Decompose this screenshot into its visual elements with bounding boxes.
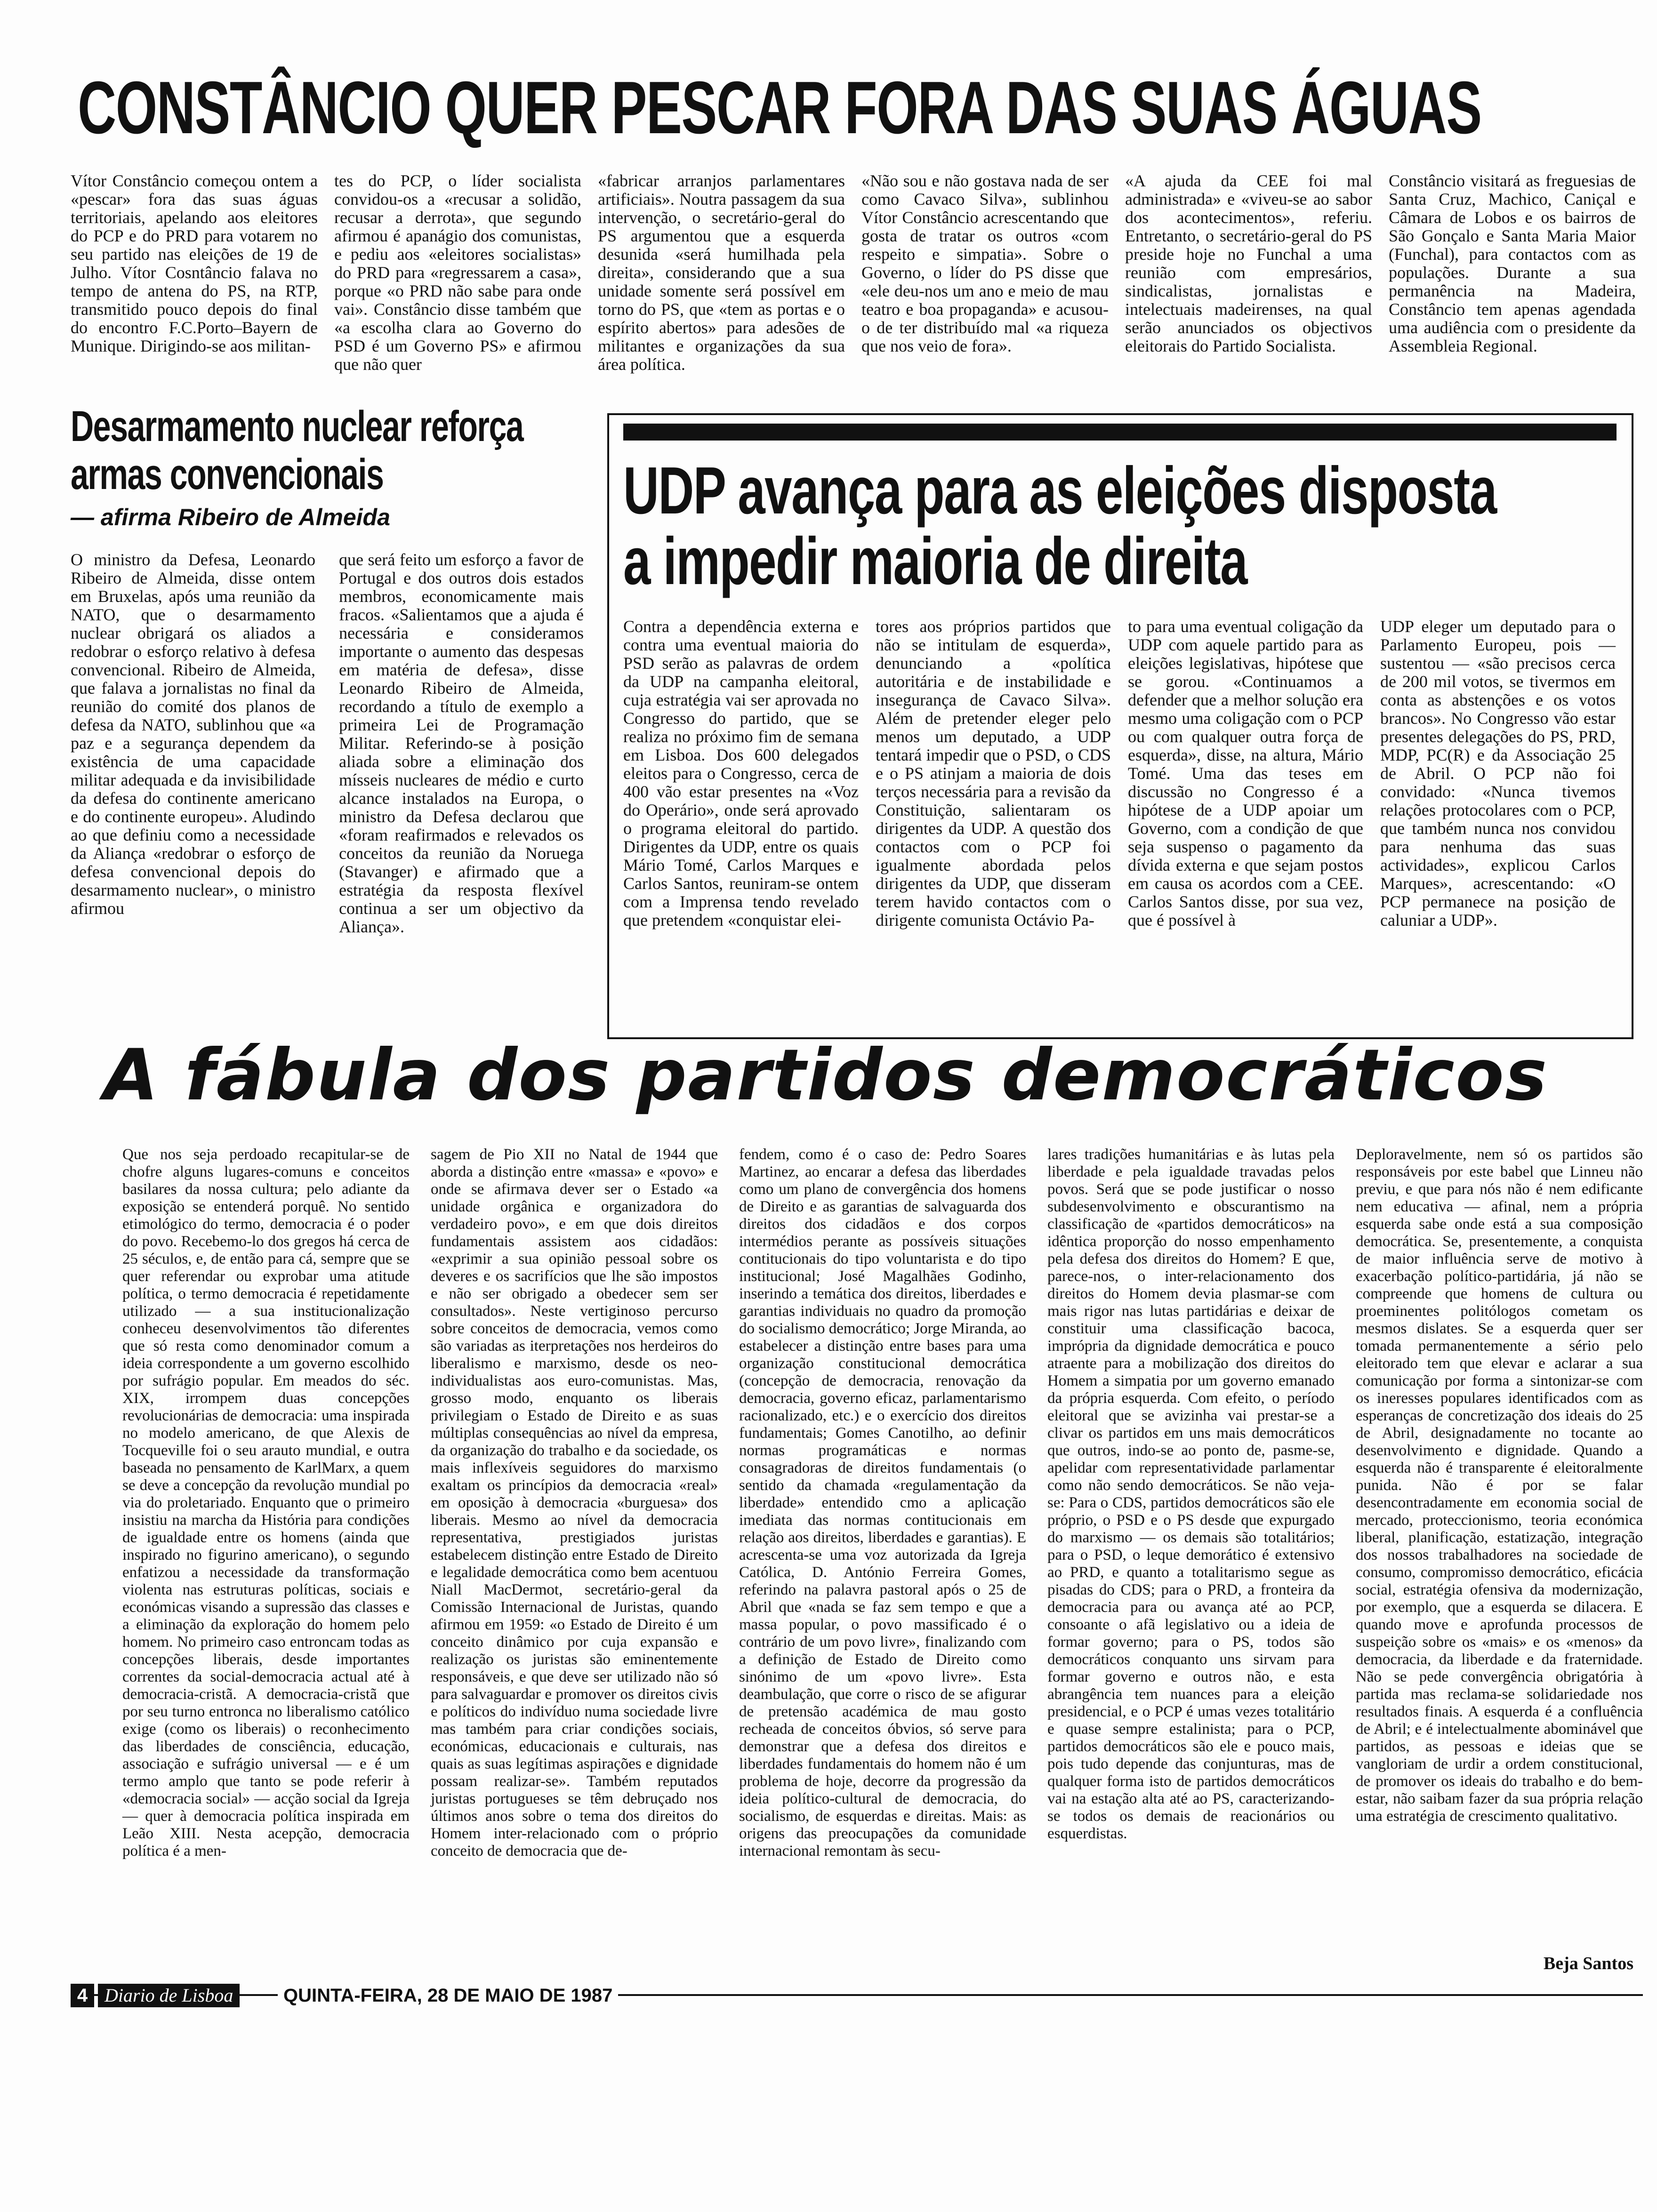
constancio-col-3: «fabricar arranjos parlamentares artificiais». Noutra passagem da sua intervenção, o secretário-geral do PS argumentou que a esquerda desunida «será humilhada pela direita», considerando que a sua unidade somente será possível em torno do PS, que «tem as portas e o espírito abertos» para adesões de militantes e organizações da sua área política. [598, 171, 845, 374]
udp-col-3: to para uma eventual coligação da UDP com aquele partido para as eleições legislativas, hipótese que se gorou. «Continuamos a defender que a melhor solução era mesmo uma coligação com o PCP ou com qualquer outra força de esquerda», disse, na altura, Mário Tomé. Uma das teses em discussão no Congresso é a hipótese de a UDP apoiar um Governo, com a condição de que seja suspenso o pagamento da dívida externa e que sejam postos em causa os acordos com a CEE. Carlos Santos disse, por sua vez, que é possível à [1128, 617, 1363, 930]
page-number: 4 [71, 1984, 94, 2007]
article-udp [607, 413, 1633, 1039]
fabula-col-2: sagem de Pio XII no Natal de 1944 que aborda a distinção entre «massa» e «povo» e onde se afirmava dever ser o Estado «a unidade orgânica e organizadora do verdadeiro povo», e em que dois direitos fundamentais assistem aos cidadãos: «exprimir a sua opinião pessoal sobre os deveres e os sacrifícios que lhe são impostos e não ser obrigado a obedecer sem ser consultados». Neste vertiginoso percurso sobre conceitos de democracia, vemos como são variadas as iterpretações nos herdeiros do liberalismo e marxismo, desde os neo-individualistas aos euro-comunistas. Mas, grosso modo, enquanto os liberais privilegiam o Estado de Direito e as suas múltiplas consequências ao nível da empresa, da organização do trabalho e da sociedade, os mais inflexíveis seguidores do marxismo exaltam os princípios da democracia «real» em oposição à democracia «burguesa» dos liberais. Mesmo ao nível da democracia representativa, prestigiados juristas estabelecem distinção entre Estado de Direito e legalidade democrática como bem acentuou Niall MacDermot, secretário-geral da Comissão Internacional de Juristas, quando afirmou em 1959: «o Estado de Direito é um conceito dinâmico por cuja expansão e realização os juristas são eminentemente responsáveis, e que deve ser utilizado não só para salvaguardar e promover os direitos civis e políticos do indivíduo numa sociedade livre mas também para criar condições sociais, económicas, educacionais e culturais, nas quais as suas legítimas aspirações e dignidade possam realizar-se». Também reputados juristas portugueses se têm debruçado nos últimos anos sobre o tema dos direitos do Homem inter-relacionado com o próprio conceito de democracia que de- [431, 1146, 718, 1859]
fabula-col-4: lares tradições humanitárias e às lutas pela liberdade e pela igualdade travadas pelos povos. Será que se pode justificar o nosso subdesenvolvimento e obscurantismo na classificação de «partidos democráticos» na idêntica proporção do nosso empenhamento pela defesa dos direitos do Homem? E que, parece-nos, o inter-relacionamento dos direitos do Homem devia plasmar-se com mais rigor nas lutas partidárias e deixar de constituir uma classificação bacoca, imprópria da dignidade democrática e pouco atraente para a mobilização dos direitos do Homem a simpatia por um governo emanado da própria esquerda. Com efeito, o período eleitoral que se avizinha vai prestar-se a clivar os partidos em uns mais democráticos que outros, indo-se ao ponto de, pasme-se, apelidar com representatividade parlamentar como não sendo democráticos. Se não veja-se: Para o CDS, partidos democráticos são ele próprio, o PSD e o PS desde que expurgado do marxismo — os demais são totalitários; para o PSD, o leque demorático é extensivo ao PRD, e quanto a totalitarismo segue as pisadas do CDS; para o PRD, a fronteira da democracia para ou avança até ao PCP, consoante o afã legislativo ou a ideia de formar governo; para o PS, todos são democráticos conquanto uns sirvam para formar governo e outros não, e esta abrangência tem nuances para a eleição presidencial, e o PCP é umas vezes totalitário e quase sempre estalinista; para o PCP, partidos democráticos são ele e pouco mais, pois tudo depende das conjunturas, mas de qualquer forma isto de partidos democráticos vai na estação alta até ao PS, caracterizando-se todos os demais de reacionários ou esquerdistas. [1047, 1146, 1335, 1842]
fabula-col-5: Deploravelmente, nem só os partidos são responsáveis por este babel que Linneu não previu, e que para nós não é nem edificante nem educativa — afinal, nem a própria esquerda sabe onde está a sua composição democrática. Se, presentemente, a conquista de maior influência serve de motivo à exacerbação político-partidária, já não se compreende que homens de cultura ou proeminentes politólogos cometam os mesmos dislates. Se a esquerda quer ser tomada permanentemente a sério pelo eleitorado tem que elevar e aclarar a sua comunicação por forma a sintonizar-se com os ineresses populares identificados com as esperanças de concretização dos ideais do 25 de Abril, designadamente no tocante ao desenvolvimento e dignidade. Quando a esquerda não é transparente é eleitoralmente punida. Não é por se falar desencontradamente em economia social de mercado, proteccionismo, teoria económica liberal, planificação, estatização, integração dos nossos trabalhadores na sociedade de consumo, compromisso democrático, eficácia social, estratégia ofensiva da modernização, por exemplo, que a esquerda se dilacera. E quando move e aprofunda processos de suspeição sobre os «mais» e os «menos» da democracia, da liberdade e da fraternidade. Não se pede convergência obrigatória à partida mas reclama-se solidariedade nos resultados finais. A esquerda é a confluência de Abril; e é intelectualmente abominável que partidos, as pessoas e ideias que se vangloriam de urdir a ordem constitucional, de promover os ideais do trabalho e do bem-estar, não saibam fazer da sua própria relação uma estratégia de crescimento qualitativo. [1356, 1146, 1643, 1825]
udp-col-1: Contra a dependência externa e contra uma eventual maioria do PSD serão as palavras de ordem da UDP na campanha eleitoral, cuja estratégia vai ser aprovada no Congresso do partido, que se realiza no próximo fim de semana em Lisboa. Dos 600 delegados eleitos para o Congresso, cerca de 400 vão estar presentes na «Voz do Operário», onde será aprovado o programa eleitoral do partido. Dirigentes da UDP, entre os quais Mário Tomé, Carlos Marques e Carlos Santos, reuniram-se ontem com a Imprensa tendo revelado que pretendem «conquistar elei- [623, 617, 859, 930]
constancio-col-2: tes do PCP, o líder socialista convidou-os a «recusar a solidão, recusar a derrota», que segundo afirmou é apanágio dos comunistas, e pediu aos «eleitores socialistas» do PRD para «regressarem a casa», porque «o PRD não sabe para onde vai». Constâncio disse também que «a escolha clara ao Governo do PSD é um Governo PS» e afirmou que não quer [334, 171, 581, 374]
fabula-columns [122, 1146, 1643, 1860]
constancio-col-5: «A ajuda da CEE foi mal administrada» e «viveu-se ao sabor dos acontecimentos», referiu. Entretanto, o secretário-geral do PS preside hoje no Funchal a uma reunião com empresários, sindicalistas, jornalistas e intelectuais madeirenses, na qual serão anunciados os objectivos eleitorais do Partido Socialista. [1125, 171, 1372, 355]
constancio-col-6: Constâncio visitará as freguesias de Santa Cruz, Machico, Caniçal e Câmara de Lobos e os bairros de São Gonçalo e Santa Maria Maior (Funchal), para contactos com as populações. Durante a sua permanência na Madeira, Constâncio tem apenas agendada uma audiência com o presidente da Assembleia Regional. [1389, 171, 1636, 355]
constancio-columns [71, 172, 1643, 374]
article-constancio [71, 66, 1643, 405]
constancio-col-1: Vítor Constâncio começou ontem a «pescar» fora das suas águas territoriais, apelando aos eleitores do PCP e do PRD para votarem no seu partido nas eleições de 19 de Julho. Vítor Cosntâncio falava no tempo de antena do PS, na RTP, transmitido pouco depois do final do encontro F.C.Porto–Bayern de Munique. Dirigindo-se aos militan- [71, 171, 318, 355]
headline-udp-1: UDP avança para as eleições disposta [623, 453, 1496, 528]
byline-desarmamento: — afirma Ribeiro de Almeida [71, 504, 390, 530]
headline-fabula: A fábula dos partidos democráticos [104, 1034, 1548, 1116]
masthead-logo: Diario de Lisboa [98, 1984, 240, 2007]
headline-udp-2: a impedir maioria de direita [623, 524, 1247, 599]
udp-top-rule [623, 424, 1617, 441]
headline-constancio: CONSTÂNCIO QUER PESCAR FORA DAS SUAS ÁGUAS [78, 66, 1481, 149]
headline-desarmamento-2: armas convencionais [71, 450, 384, 498]
fabula-author: Beja Santos [1543, 1954, 1633, 1973]
udp-col-2: tores aos próprios partidos que não se intitulam de esquerda», denunciando a «política autoritária e de instabilidade e insegurança de Cavaco Silva». Além de pretender eleger pelo menos um deputado, a UDP tentará impedir que o PSD, o CDS e o PS atinjam a maioria de dois terços necessária para a revisão da Constituição, salientaram os dirigentes da UDP. A questão dos contactos com o PCP foi igualmente abordada pelos dirigentes da UDP, que disseram terem havido contactos com o dirigente comunista Octávio Pa- [876, 617, 1111, 930]
udp-columns [623, 617, 1617, 930]
udp-col-4: UDP eleger um deputado para o Parlamento Europeu, pois — sustentou — «são precisos cerca de 200 mil votos, se tivermos em conta as abstenções e os votos brancos». No Congresso vão estar presentes delegações do PS, PRD, MDP, PC(R) e da Associação 25 de Abril. O PCP não foi convidado: «Nunca tivemos relações protocolares com o PCP, que também nunca nos convidou para nenhuma das suas actividades», explicou Carlos Marques», acrescentando: «O PCP permanece na posição de caluniar a UDP». [1380, 617, 1616, 930]
desarmamento-col-1: O ministro da Defesa, Leonardo Ribeiro de Almeida, disse ontem em Bruxelas, após uma reunião da NATO, que o desarmamento nuclear obrigará os aliados a redobrar o esforço relativo à defesa convencional. Ribeiro de Almeida, que falava a jornalistas no final da reunião do comité dos planos de defesa da NATO, sublinhou que «a paz e a segurança dependem da existência de uma capacidade militar adequada e da invisibilidade da defesa do continente americano e do continente europeu». Aludindo ao que definiu como a necessidade da Aliança «redobrar o esforço de defesa convencional depois do desarmamento nuclear», o ministro afirmou [71, 550, 315, 918]
footer-date: QUINTA-FEIRA, 28 DE MAIO DE 1987 [278, 1984, 618, 2007]
desarmamento-col-2: que será feito um esforço a favor de Portugal e dos outros dois estados membros, economicamente mais fracos. «Salientamos que a ajuda é necessária e consideramos importante o aumento das despesas em matéria de defesa», disse Leonardo Ribeiro de Almeida, recordando a título de exemplo a primeira Lei de Programação Militar. Referindo-se à posição aliada sobre a eliminação dos mísseis nucleares de médio e curto alcance instalados na Europa, o ministro da Defesa declarou que «foram reafirmados e relevados os conceitos da reunião da Noruega (Stavanger) e afirmado que a estratégia da resposta flexível continua a ser um objectivo da Aliança». [339, 550, 584, 936]
headline-desarmamento-1: Desarmamento nuclear reforça [71, 402, 523, 450]
fabula-col-3: fendem, como é o caso de: Pedro Soares Martinez, ao encarar a defesa das liberdades como um plano de convergência dos homens de Direito e as garantias de salvaguarda dos direitos dos cidadãos e dos corpos intermédios perante as possíveis situações contitucionais do tipo voluntarista e do tipo institucional; José Magalhães Godinho, inserindo a temática dos direitos, liberdades e garantias individuais no quadro da promoção do socialismo democrático; Jorge Miranda, ao estabelecer a distinção entre bases para uma organização constitucional democrática (concepção de democracia, renovação da democracia, governo eficaz, parlamentarismo racionalizado, etc.) e o exercício dos direitos fundamentais; Gomes Canotilho, ao definir normas programáticas e normas consagradoras de direitos fundamentais (o sentido da chamada «regulamentação da liberdade» entendido cmo a aplicação imediata das normas contitucionais em relação aos direitos, liberdades e garantias). E acrescenta-se uma voz autorizada da Igreja Católica, D. António Ferreira Gomes, referindo na palavra pastoral após o 25 de Abril que «nada se faz sem tempo e que a massa popular, o povo massificado é o contrário de um povo livre», finalizando com a definição de Estado de Direito como sinónimo de um «povo livre». Esta deambulação, que corre o risco de se afigurar de pretensão académica de mau gosto recheada de conceitos óbvios, só serve para demonstrar que a defesa dos direitos e liberdades fundamentais do homem não é um problema de hoje, decorre da progressão da ideia político-cultural de democracia, do socialismo, de esquerdas e direitas. Mais: as origens das preocupações da comunidade internacional remontam às secu- [739, 1146, 1026, 1859]
fabula-col-1: Que nos seja perdoado recapitular-se de chofre alguns lugares-comuns e conceitos basilares da nossa cultura; pelo adiante da exposição se entenderá porquê. No sentido etimológico do termo, democracia é o poder do povo. Recebemo-lo dos gregos há cerca de 25 séculos, e, de então para cá, sempre que se quer referendar ou exprobar uma atitude política, o termo democracia é repetidamente utilizado — a sua institucionalização conheceu desenvolvimentos tão diferentes que só resta como denominador comum a ideia correspondente a um governo escolhido por sufrágio popular. Em meados do séc. XIX, irrompem duas concepções revolucionárias de democracia: uma inspirada no modelo americano, de que Alexis de Tocqueville foi o seu arauto mundial, e outra baseada no pensamento de KarlMarx, a quem se deve a concepção da revolução mundial po via do proletariado. Enquanto que o primeiro insistiu na marcha da História para condições de igualdade entre os homens (ainda que inspirado no figurino americano), o segundo enfatizou a necessidade da transformação violenta nas estruturas políticas, sociais e económicas visando a supressão das classes e a eliminação da exploração do homem pelo homem. No primeiro caso entroncam todas as concepções liberais, desde importantes correntes da social-democracia actual até à democracia-cristã. A democracia-cristã que por seu turno entronca no liberalismo católico exige (como os liberais) o reconhecimento das liberdades de consciência, educação, associação e sufrágio universal — e é um termo amplo que tanto se pode referir à «democracia social» — acção social da Igreja — quer à democracia política inspirada em Leão XIII. Nesta acepção, democracia política é a men- [122, 1146, 410, 1859]
constancio-col-4: «Não sou e não gostava nada de ser como Cavaco Silva», sublinhou Vítor Constâncio acrescentando que gosta de tratar os outros «com respeito e simpatia». Sobre o Governo, o líder do PS disse que «ele deu-nos um ano e meio de mau teatro e boa propaganda» e acusou-o de ter distribuído mal «a riqueza que nos veio de fora». [861, 171, 1109, 355]
article-fabula [71, 1034, 1643, 1986]
desarmamento-columns [71, 551, 588, 936]
article-desarmamento [71, 402, 588, 1040]
page-footer [71, 1984, 1643, 2007]
